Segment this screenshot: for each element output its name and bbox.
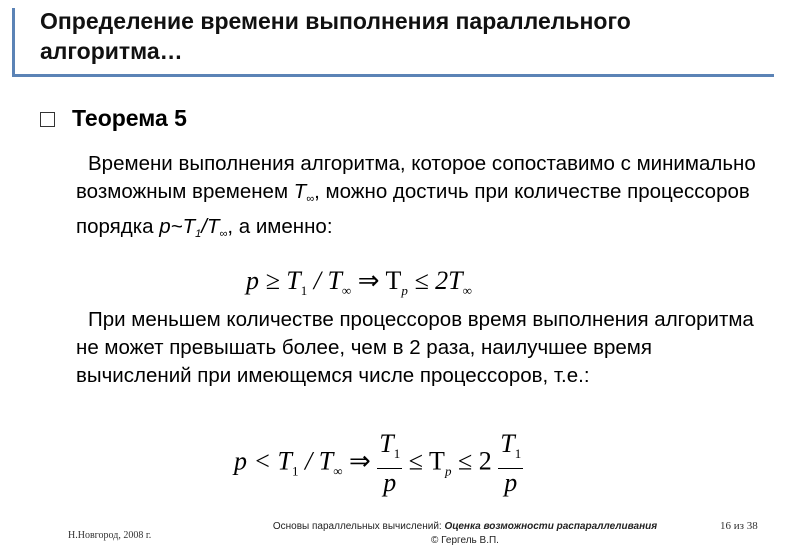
- footer-topic: Оценка возможности распараллеливания: [444, 521, 658, 532]
- fraction-t1-over-p-2: [498, 430, 523, 497]
- theorem-text-part3: , а именно:: [227, 215, 333, 238]
- title-underline: [12, 74, 774, 77]
- theorem-heading: Теорема 5: [72, 105, 187, 131]
- footer-course-name: Основы параллельных вычислений:: [272, 521, 445, 532]
- frac2-den: p: [504, 468, 518, 497]
- t-inf-symbol: T: [293, 180, 307, 203]
- formula1-subinf: ∞: [341, 283, 352, 298]
- footer-course: [245, 520, 685, 548]
- fraction-t1-over-p: [377, 430, 402, 497]
- formula1-sub1: 1: [300, 283, 308, 298]
- title-accent-bar: [12, 8, 15, 76]
- theorem-text-part2: , можно достичь при количестве процессоров порядка: [76, 180, 750, 238]
- formula2-subp: p: [444, 463, 452, 479]
- formula1-subinf2: ∞: [462, 283, 472, 298]
- formula1-mid: / T: [307, 266, 342, 295]
- frac1-den: p: [383, 468, 397, 497]
- footer-location: Н.Новгород, 2008 г.: [68, 530, 152, 541]
- square-bullet-icon: [40, 112, 55, 127]
- corollary-text-body: При меньшем количестве процессоров время выполнения алгоритма не может превышать более, чем в 2 раза, наилучшее время вычислений при имеющемся числе процессоров, т.е.:: [76, 308, 754, 387]
- frac1-num: T: [379, 429, 394, 458]
- frac2-num-sub: 1: [514, 446, 522, 461]
- formula1-arrow: ⇒ T: [351, 266, 402, 295]
- formula2-arrow: ⇒: [342, 446, 378, 476]
- formula-1: [246, 266, 472, 299]
- formula1-subp: p: [401, 283, 408, 298]
- formula2-lhs: p < T: [234, 446, 293, 476]
- footer-author: © Гергель В.П.: [431, 535, 499, 546]
- theorem-text: [76, 150, 766, 248]
- inf-subscript: ∞: [306, 193, 315, 205]
- one-subscript: 1: [195, 228, 202, 240]
- inf-subscript-2: ∞: [219, 228, 228, 240]
- page-number: 16 из 38: [720, 520, 758, 532]
- formula2-subinf: ∞: [333, 463, 343, 479]
- formula1-rhs: ≤ 2T: [407, 266, 463, 295]
- formula2-mid: / T: [298, 446, 334, 476]
- theorem-text-part1: Времени выполнения алгоритма, которое сопоставимо с минимально возможным временем: [76, 152, 756, 203]
- slash-t-symbol: /T: [201, 215, 220, 238]
- corollary-text: [76, 306, 766, 390]
- frac2-num: T: [500, 429, 515, 458]
- formula2-le2: ≤ 2: [451, 446, 492, 476]
- frac1-num-sub: 1: [393, 446, 401, 461]
- formula2-le: ≤ T: [402, 446, 445, 476]
- formula1-lhs: p ≥ T: [246, 266, 301, 295]
- slide-title: Определение времени выполнения параллельного алгоритма…: [40, 8, 631, 64]
- p-order-symbol: p~T: [159, 215, 196, 238]
- formula2-sub1: 1: [292, 463, 299, 479]
- formula-2: [234, 430, 523, 497]
